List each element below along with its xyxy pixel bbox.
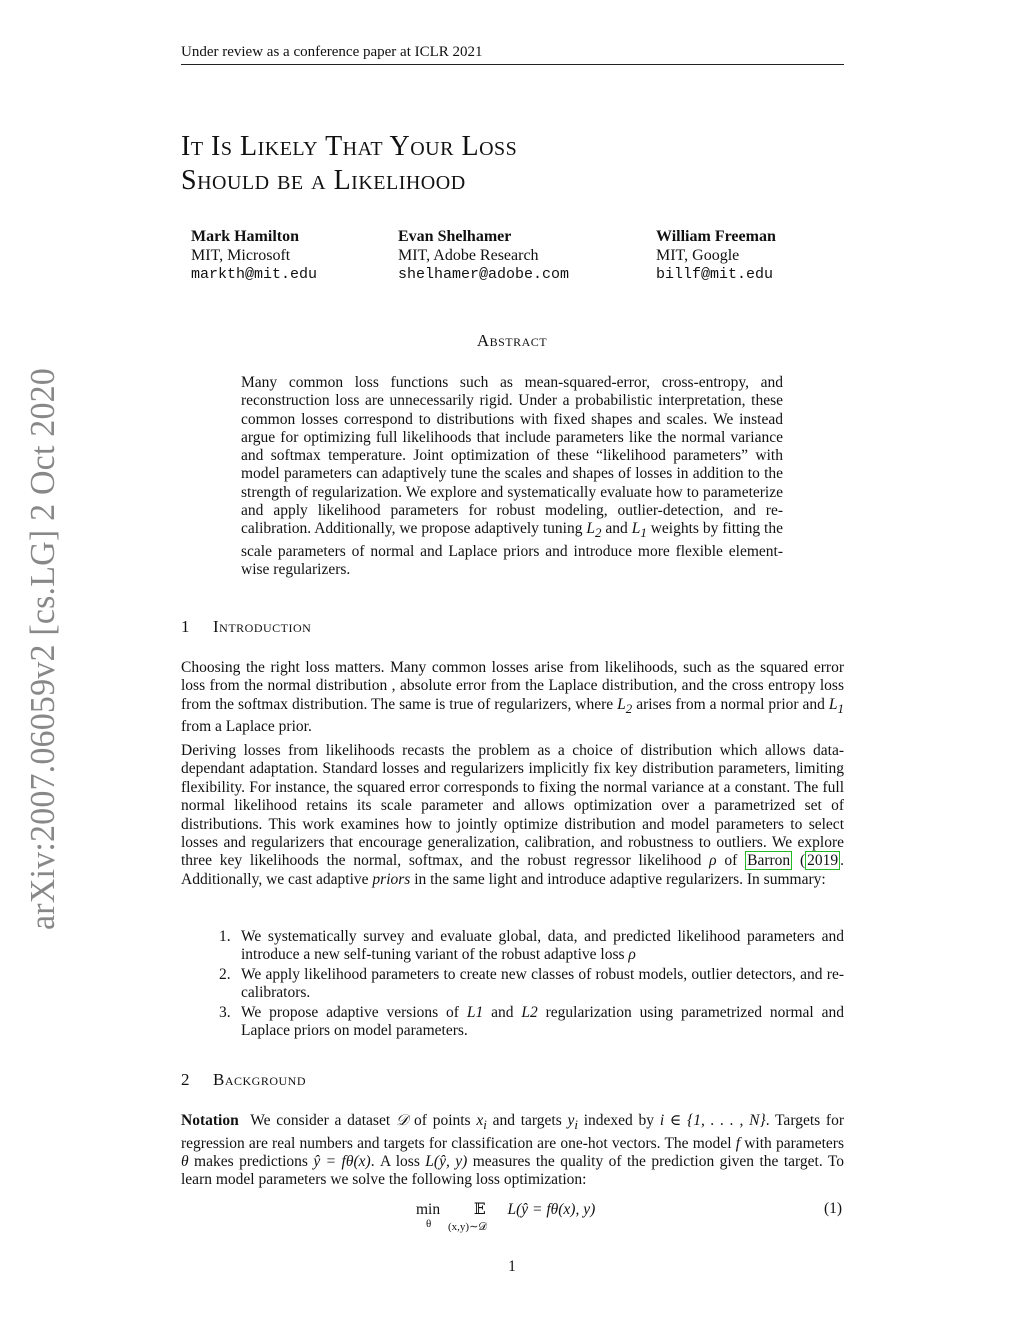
title-line-1: It Is Likely That Your Loss [181,131,518,162]
eq-loss-term: L(ŷ = fθ(x), y) [507,1201,596,1218]
abstract-body [241,374,783,579]
arxiv-stamp-svg [18,351,62,930]
math-prediction: ŷ = fθ(x) [313,1152,371,1170]
abstract-heading: Abstract [476,331,548,350]
author-affiliation: MIT, Google [656,247,740,264]
author-email[interactable]: shelhamer@adobe.com [398,266,570,283]
section-number: 1 [181,617,190,636]
math-l2-text: L2 [521,1003,538,1021]
section-title: Background [213,1070,307,1089]
list-item: 3. We propose adaptive versions of L1 and L2 regularization using parametrized normal and Laplace priors on model parameters. [219,1003,844,1040]
math-l1: $L_1$ [828,695,844,716]
list-number: 2. [219,965,231,983]
running-header: Under review as a conference paper at ICLR 2021 [181,44,844,65]
author-block [656,227,776,284]
section-heading-background [181,1070,306,1090]
math-l2: $L_2$ [586,520,602,541]
page-number: 1 [508,1258,516,1275]
list-text: We apply likelihood parameters to create new classes of robust models, outlier detectors, and re-calibrators. [241,965,844,1002]
notation-label: Notation [181,1112,239,1129]
intro-paragraph-2: Deriving losses from likelihoods recasts the problem as a choice of distribution which allows data-dependant adaptation. Standard losses and regularizers implicitly fix key distribution parameters, limiting flexibility. For instance, the squared error corresponds to fixing the normal variance at a constant. The full normal likelihood retains its scale parameter and allows optimization over a parametrized set of distributions. This work examines how to jointly optimize distribution and model parameters to select losses and regularizers that encourage generalization, calibration, and robustness to outliers. We explore three key likelihoods the normal, softmax, and the robust regressor likelihood ρ of Barron ( 2019 . Additionally, we cast adaptive priors in the same light and introduce adaptive regularizers. In summary: [181,742,844,888]
equation-number: (1) [824,1200,843,1217]
equation-1 [0,1196,1024,1240]
author-name: William Freeman [656,228,776,245]
arxiv-stamp [18,351,62,930]
abstract-text: Many common loss functions such as mean-squared-error, cross-entropy, and reconstruction loss are unnecessarily rigid. Under a probabilistic interpretation, these common losses correspond to distributions with fixed shapes and scales. We instead argue for optimizing full likelihoods that include parameters like the normal variance and softmax temperature. Joint optimization of these “likelihood parameters” with model parameters can adaptively tune the scales and shapes of losses in addition to the strength of regularization. We explore and systematically evaluate how to parameterize and apply likelihood parameters for robust modeling, outlier-detection, and re-calibration. Additionally, we propose adaptively tuning [241,374,783,538]
math-l1: $L_1$ [631,520,647,541]
equation-body [416,1200,596,1233]
math-l1-text: L1 [466,1003,484,1021]
math-index-set: i ∈ {1, . . . , N} [659,1112,766,1129]
math-theta: θ [181,1152,189,1170]
contribution-list [219,928,844,1041]
eq-min-subscript: θ [426,1218,432,1230]
eq-expectation-subscript: (x,y)∼𝒟 [448,1221,488,1233]
list-number: 1. [219,928,231,945]
author-block [191,227,317,284]
math-l2: $L_2$ [617,695,633,716]
priors-emphasis: priors [372,870,411,888]
title-line-2: Should be a Likelihood [181,165,466,196]
math-dataset: 𝒟 [395,1112,409,1129]
list-number: 3. [219,1003,231,1021]
list-item [219,928,844,965]
eq-min: min [416,1201,441,1218]
math-xi: $x_i$ [476,1112,487,1133]
math-f: f [735,1134,741,1152]
math-rho: ρ [709,852,717,870]
section-number: 2 [181,1070,190,1089]
author-name: Mark Hamilton [191,228,299,245]
author-name: Evan Shelhamer [398,228,512,245]
citation-year-link[interactable]: 2019 [807,852,839,870]
arxiv-stamp-text: arXiv:2007.06059v2 [cs.LG] 2 Oct 2020 [23,351,62,930]
author-affiliation: MIT, Microsoft [191,247,291,264]
list-text: We systematically survey and evaluate global, data, and predicted likelihood parameters and introduce a new self-tuning variant of the robust adaptive loss [241,928,844,964]
author-email[interactable]: markth@mit.edu [191,266,318,283]
eq-expectation: 𝔼 [473,1201,486,1218]
math-loss: L(ŷ, y) [425,1152,468,1170]
abstract-text: weights by fitting the scale parameters of normal and Laplace priors and introduce more flexible element-wise regularizers. [241,520,783,579]
section-title: Introduction [213,617,312,636]
math-rho: ρ [628,946,636,964]
citation-link[interactable]: Barron [747,852,791,870]
list-item [219,966,844,1003]
author-email[interactable]: billf@mit.edu [656,266,774,283]
paper-title [181,130,821,198]
intro-paragraph-1: Choosing the right loss matters. Many common losses arise from likelihoods, such as the squared error loss from the normal distribution , absolute error from the Laplace distribution, and the cross entropy loss from the softmax distribution. The same is true of regularizers, where $L_2$ arises from a normal prior and $L_1$ from a Laplace prior. [181,659,844,736]
notation-paragraph: Notation We consider a dataset 𝒟 of points $x_i$ and targets $y_i$ indexed by i ∈ {1, . . . , N}. Targets for regression are real numbers and targets for classification are one-hot vectors. The model f with parameters θ makes predictions ŷ = fθ(x). A loss L(ŷ, y) measures the quality of the prediction given the target. To learn model parameters we solve the following loss optimization: [181,1112,844,1189]
author-affiliation: MIT, Adobe Research [398,247,539,264]
author-block [398,227,569,284]
section-heading-introduction [181,617,311,637]
abstract-text: and [601,520,632,538]
math-yi: $y_i$ [567,1112,578,1133]
